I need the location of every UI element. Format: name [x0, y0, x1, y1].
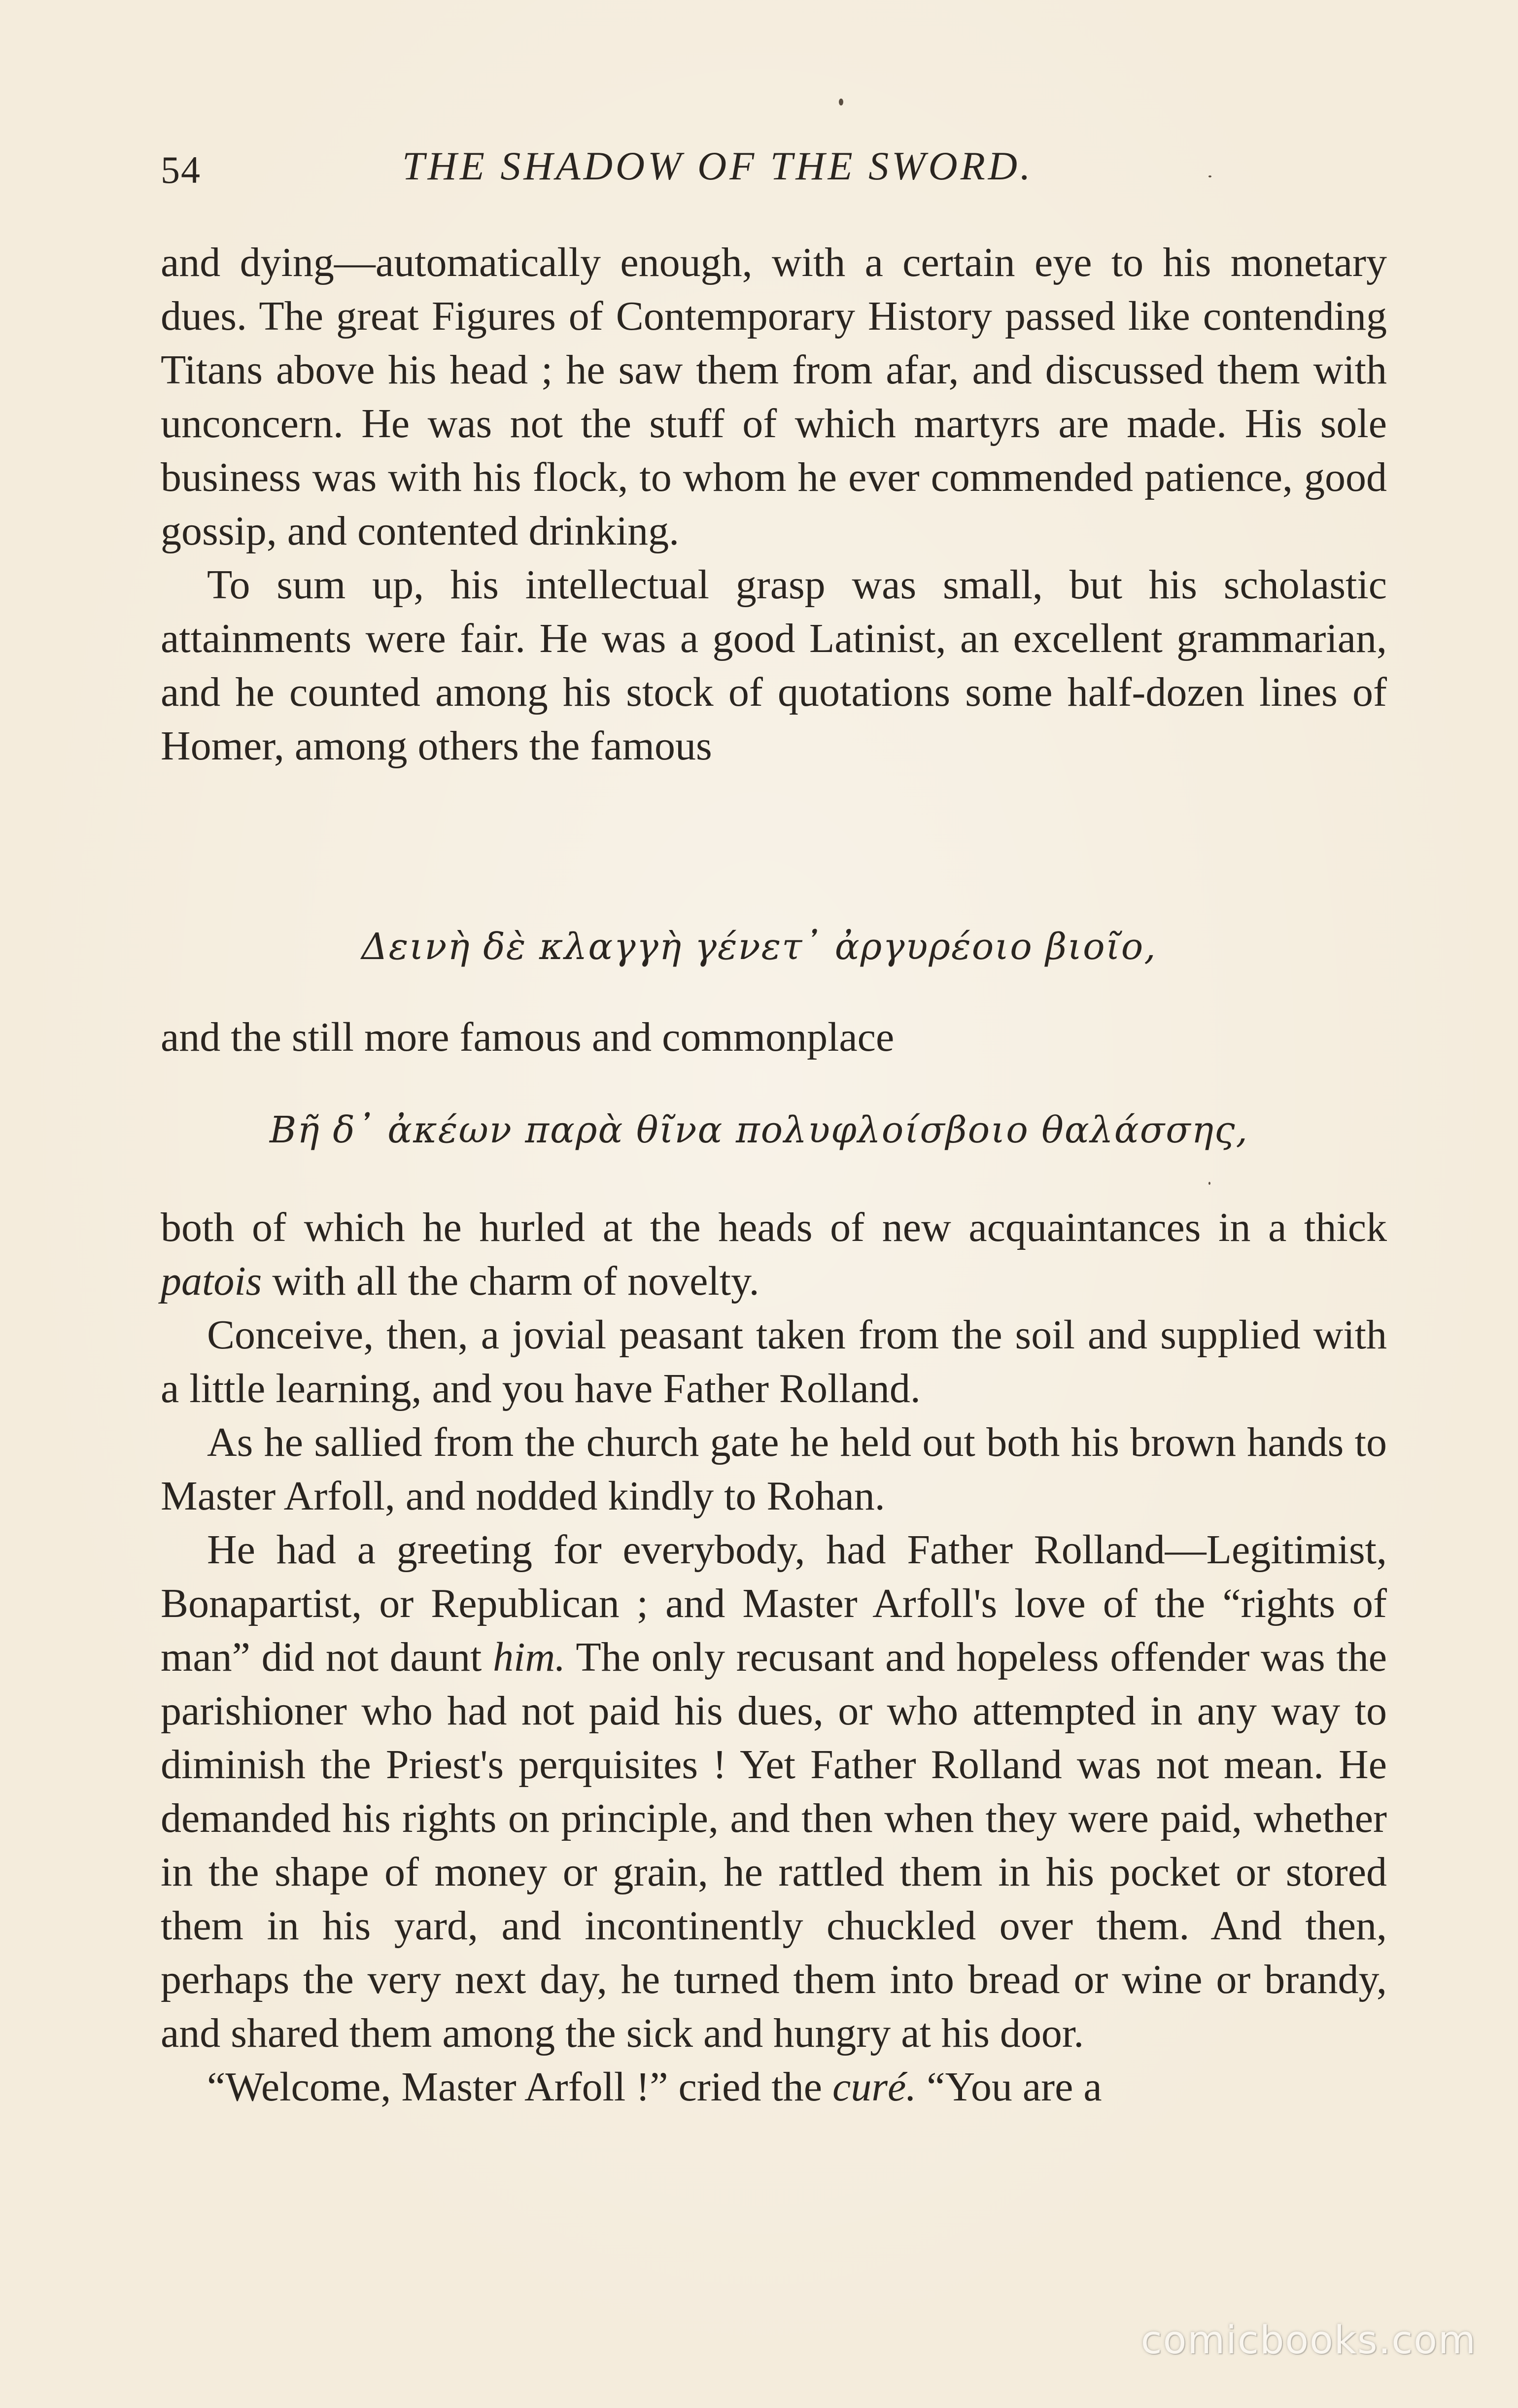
paragraph-text: “You are a — [916, 2064, 1102, 2110]
watermark: comicbooks.com — [1140, 2318, 1477, 2363]
paragraph: and the still more famous and commonplace — [161, 1014, 895, 1060]
ink-speck — [839, 99, 843, 105]
paragraph: and dying—automatically enough, with a certain eye to his monetary dues. The great Figures of Contemporary History passed like contending Titans above his head ; he saw them from afar, and discussed them with unconcern. He was not the stuff of which martyrs are made. His sole business was with his flock, to whom he ever commended patience, good gossip, and contented drinking. — [161, 240, 1387, 554]
paragraph-text: “Welcome, Master Arfoll !” cried the — [207, 2064, 833, 2110]
italic-word: patois — [161, 1258, 262, 1304]
paragraph: Conceive, then, a jovial peasant taken from the soil and supplied with a little learning, and you have Father Rolland. — [161, 1312, 1387, 1411]
italic-word: curé. — [832, 2064, 917, 2110]
text-block-bottom — [161, 1201, 1387, 2114]
italic-word: him. — [493, 1634, 566, 1680]
paragraph-text: both of which he hurled at the heads of new acquaintances in a thick — [161, 1204, 1387, 1250]
paragraph-text: He had a greeting for everybody, had Father Rolland—Legitimist, Bonapartist, or Republican ; and Master Arfoll's love of the “rights of man” did not daunt — [161, 1527, 1387, 1680]
paragraph: As he sallied from the church gate he held out both his brown hands to Master Arfoll, and nodded kindly to Rohan. — [161, 1419, 1387, 1519]
paragraph: To sum up, his intellectual grasp was small, but his scholastic attainments were fair. He was a good Latinist, an excellent grammarian, and he counted among his stock of quotations some half-dozen lines of Homer, among others the famous — [161, 562, 1387, 769]
running-title: THE SHADOW OF THE SWORD. — [402, 143, 1034, 188]
page-number: 54 — [161, 148, 201, 191]
page-header — [161, 143, 1387, 202]
ink-speck — [1208, 1182, 1210, 1185]
paragraph — [161, 1523, 1387, 2060]
paragraph-text: with all the charm of novelty. — [262, 1258, 759, 1304]
paragraph — [161, 1201, 1387, 1308]
paragraph — [161, 2060, 1387, 2114]
paragraph-text: The only recusant and hopeless offender was the parishioner who had not paid his dues, or who attempted in any way to diminish the Priest's perquisites ! Yet Father Rolland was not mean. He demanded his rights on principle, and then when they were paid, whether in the shape of money or grain, he rattled them in his pocket or stored them in his yard, and incontinently chuckled over them. And then, perhaps the very next day, he turned them into bread or wine or brandy, and shared them among the sick and hungry at his door. — [161, 1634, 1387, 2056]
greek-quotation: Δεινὴ δὲ κλαγγὴ γένετ᾽ ἀργυρέοιο βιοῖο, — [361, 926, 1157, 968]
text-block-top — [161, 236, 1387, 773]
greek-quotation: Βῆ δ᾽ ἀκέων παρὰ θῖνα πολυφλοίσβοιο θαλάσσης, — [269, 1109, 1249, 1151]
